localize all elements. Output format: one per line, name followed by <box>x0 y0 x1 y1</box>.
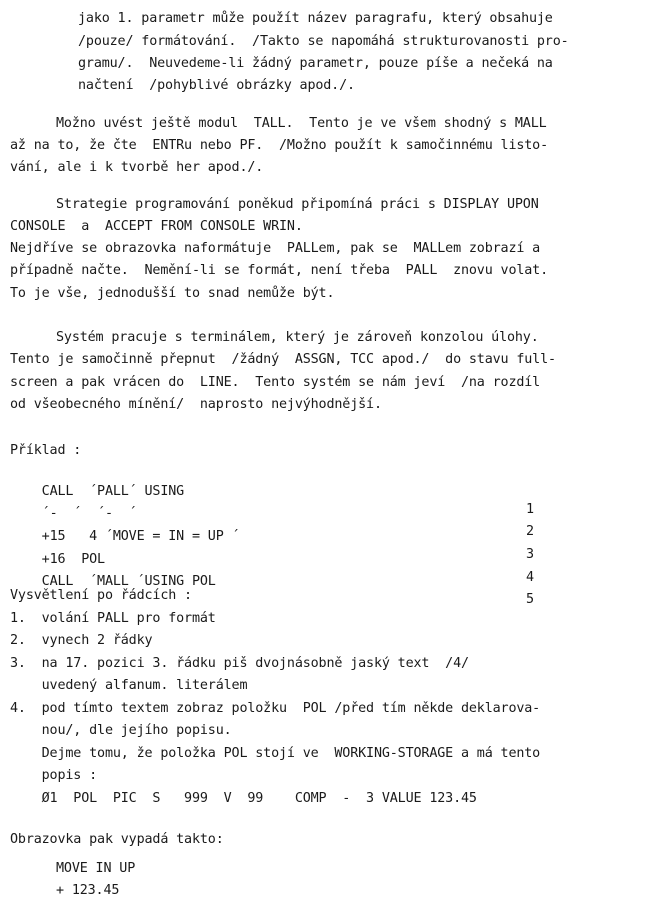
para3-line-2: CONSOLE a ACCEPT FROM CONSOLE WRIN. <box>10 219 303 234</box>
explanation-line-7: Dejme tomu, že položka POL stojí ve WORKING-STORAGE a má tento <box>10 746 541 761</box>
example-code-1: CALL ´PALL´ USING <box>41 484 185 499</box>
example-num-3: 3 <box>526 547 534 562</box>
para3-line-5: To je vše, jednodušší to snad nemůže být. <box>10 286 335 301</box>
explanation-line-6: nou/, dle jejího popisu. <box>10 723 232 738</box>
explanation-line-8: popis : <box>10 768 98 783</box>
para4-line-3: screen a pak vrácen do LINE. Tento systém se nám jeví /na rozdíl <box>10 375 541 390</box>
example-code-4: +16 POL <box>41 552 105 567</box>
screen-line-2: + 123.45 <box>56 883 120 898</box>
example-heading: Příklad : <box>10 443 82 458</box>
explanation-line-1: 1. volání PALL pro formát <box>10 611 216 626</box>
example-code-5: CALL ´MALL ´USING POL <box>41 574 216 589</box>
screen-heading: Obrazovka pak vypadá takto: <box>10 832 224 847</box>
para3-line-4: případně načte. Nemění-li se formát, není třeba PALL znovu volat. <box>10 263 549 278</box>
explanation-line-9: Ø1 POL PIC S 999 V 99 COMP - 3 VALUE 123.45 <box>10 791 477 806</box>
example-num-2: 2 <box>526 524 534 539</box>
para4-line-1: Systém pracuje s terminálem, který je zároveň konzolou úlohy. <box>56 330 539 345</box>
para4-line-2: Tento je samočinně přepnut /žádný ASSGN, TCC apod./ do stavu full- <box>10 352 556 367</box>
explanation-line-3: 3. na 17. pozici 3. řádku piš dvojnásobně jaský text /4/ <box>10 656 469 671</box>
para2-line-3: vání, ale i k tvorbě her apod./. <box>10 160 264 175</box>
para3-line-3: Nejdříve se obrazovka naformátuje PALLem, pak se MALLem zobrazí a <box>10 241 541 256</box>
example-num-4: 4 <box>526 570 534 585</box>
screen-line-1: MOVE IN UP <box>56 861 136 876</box>
explanation-line-4: uvedený alfanum. literálem <box>10 678 248 693</box>
explanation-line-5: 4. pod tímto textem zobraz položku POL /před tím někde deklarova- <box>10 701 541 716</box>
para4-line-4: od všeobecného mínění/ naprosto nejvýhodnější. <box>10 397 382 412</box>
example-code-2: ´- ´ ´- ´ <box>41 506 137 521</box>
explanation-heading: Vysvětlení po řádcích : <box>10 588 192 603</box>
para1-line-1: jako 1. parametr může použít název paragrafu, který obsahuje <box>78 11 553 26</box>
explanation-line-2: 2. vynech 2 řádky <box>10 633 153 648</box>
para2-line-1: Možno uvést ještě modul TALL. Tento je ve všem shodný s MALL <box>56 116 547 131</box>
para2-line-2: až na to, že čte ENTRu nebo PF. /Možno použít k samočinnému listo- <box>10 138 549 153</box>
para3-line-1: Strategie programování poněkud připomíná práci s DISPLAY UPON <box>56 197 539 212</box>
para1-line-4: načtení /pohyblivé obrázky apod./. <box>78 78 355 93</box>
example-num-1: 1 <box>526 502 534 517</box>
example-code-3: +15 4 ´MOVE = IN = UP ´ <box>41 529 240 544</box>
example-num-5: 5 <box>526 592 534 607</box>
para1-line-2: /pouze/ formátování. /Takto se napomáhá strukturovanosti pro- <box>78 34 569 49</box>
para1-line-3: gramu/. Neuvedeme-li žádný parametr, pouze píše a nečeká na <box>78 56 553 71</box>
